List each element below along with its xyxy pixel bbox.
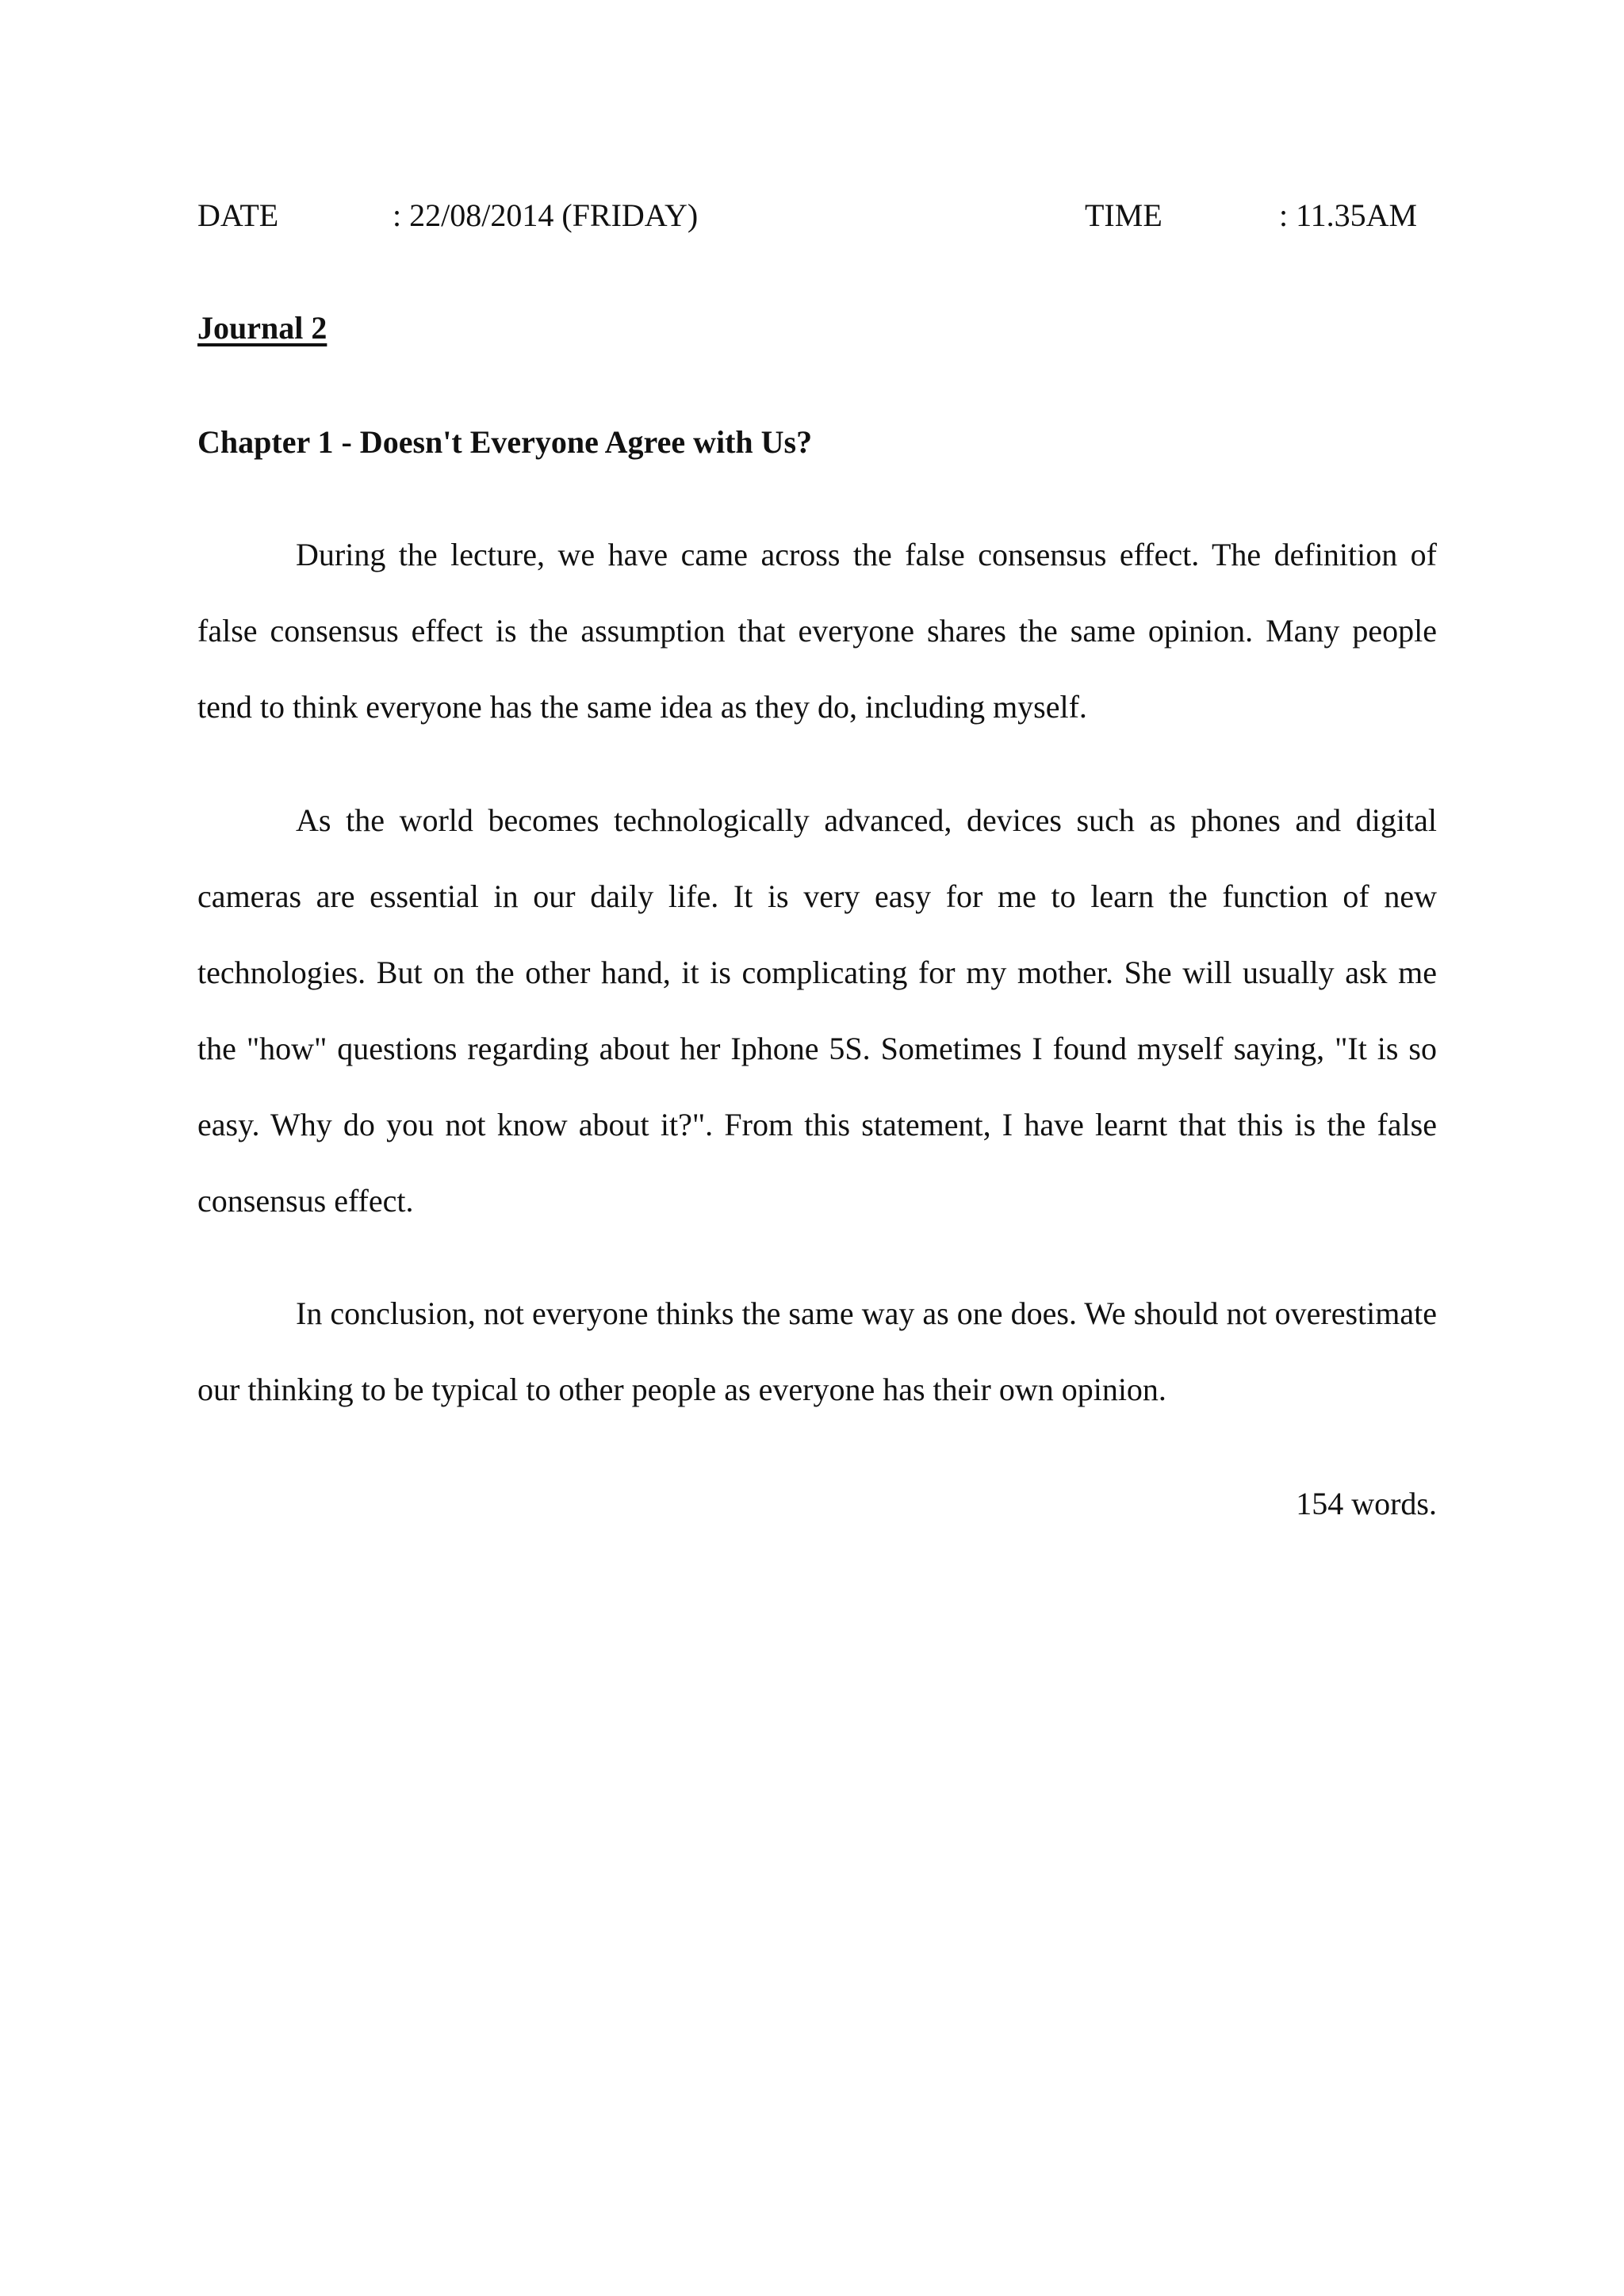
body-paragraph-2: As the world becomes technologically advanced, devices such as phones and digital cameras are essential in our daily life. It is very easy for me to learn the function of new technologies. But on the other hand, it is complicating for my mother. She will usually ask me the "how" questions regarding about her Iphone 5S. Sometimes I found myself saying, "It is so easy. Why do you not know about it?". From this statement, I have learnt that this is the false consensus effect. [197,802,1437,1219]
header-row [0,193,1624,238]
time-label: TIME [1085,197,1162,233]
word-count: 154 words. [1296,1486,1437,1521]
body-paragraph-1: During the lecture, we have came across the false consensus effect. The definition of false consensus effect is the assumption that everyone shares the same opinion. Many people tend to think everyone has the same idea as they do, including myself. [197,537,1437,725]
body-paragraph-3: In conclusion, not everyone thinks the same way as one does. We should not overestimate our thinking to be typical to other people as everyone has their own opinion. [197,1295,1437,1407]
chapter-title: Chapter 1 - Doesn't Everyone Agree with Us? [197,424,813,460]
date-label: DATE [197,197,279,233]
journal-title: Journal 2 [197,310,327,346]
time-value: : 11.35AM [1279,197,1418,233]
date-value: : 22/08/2014 (FRIDAY) [393,197,699,233]
